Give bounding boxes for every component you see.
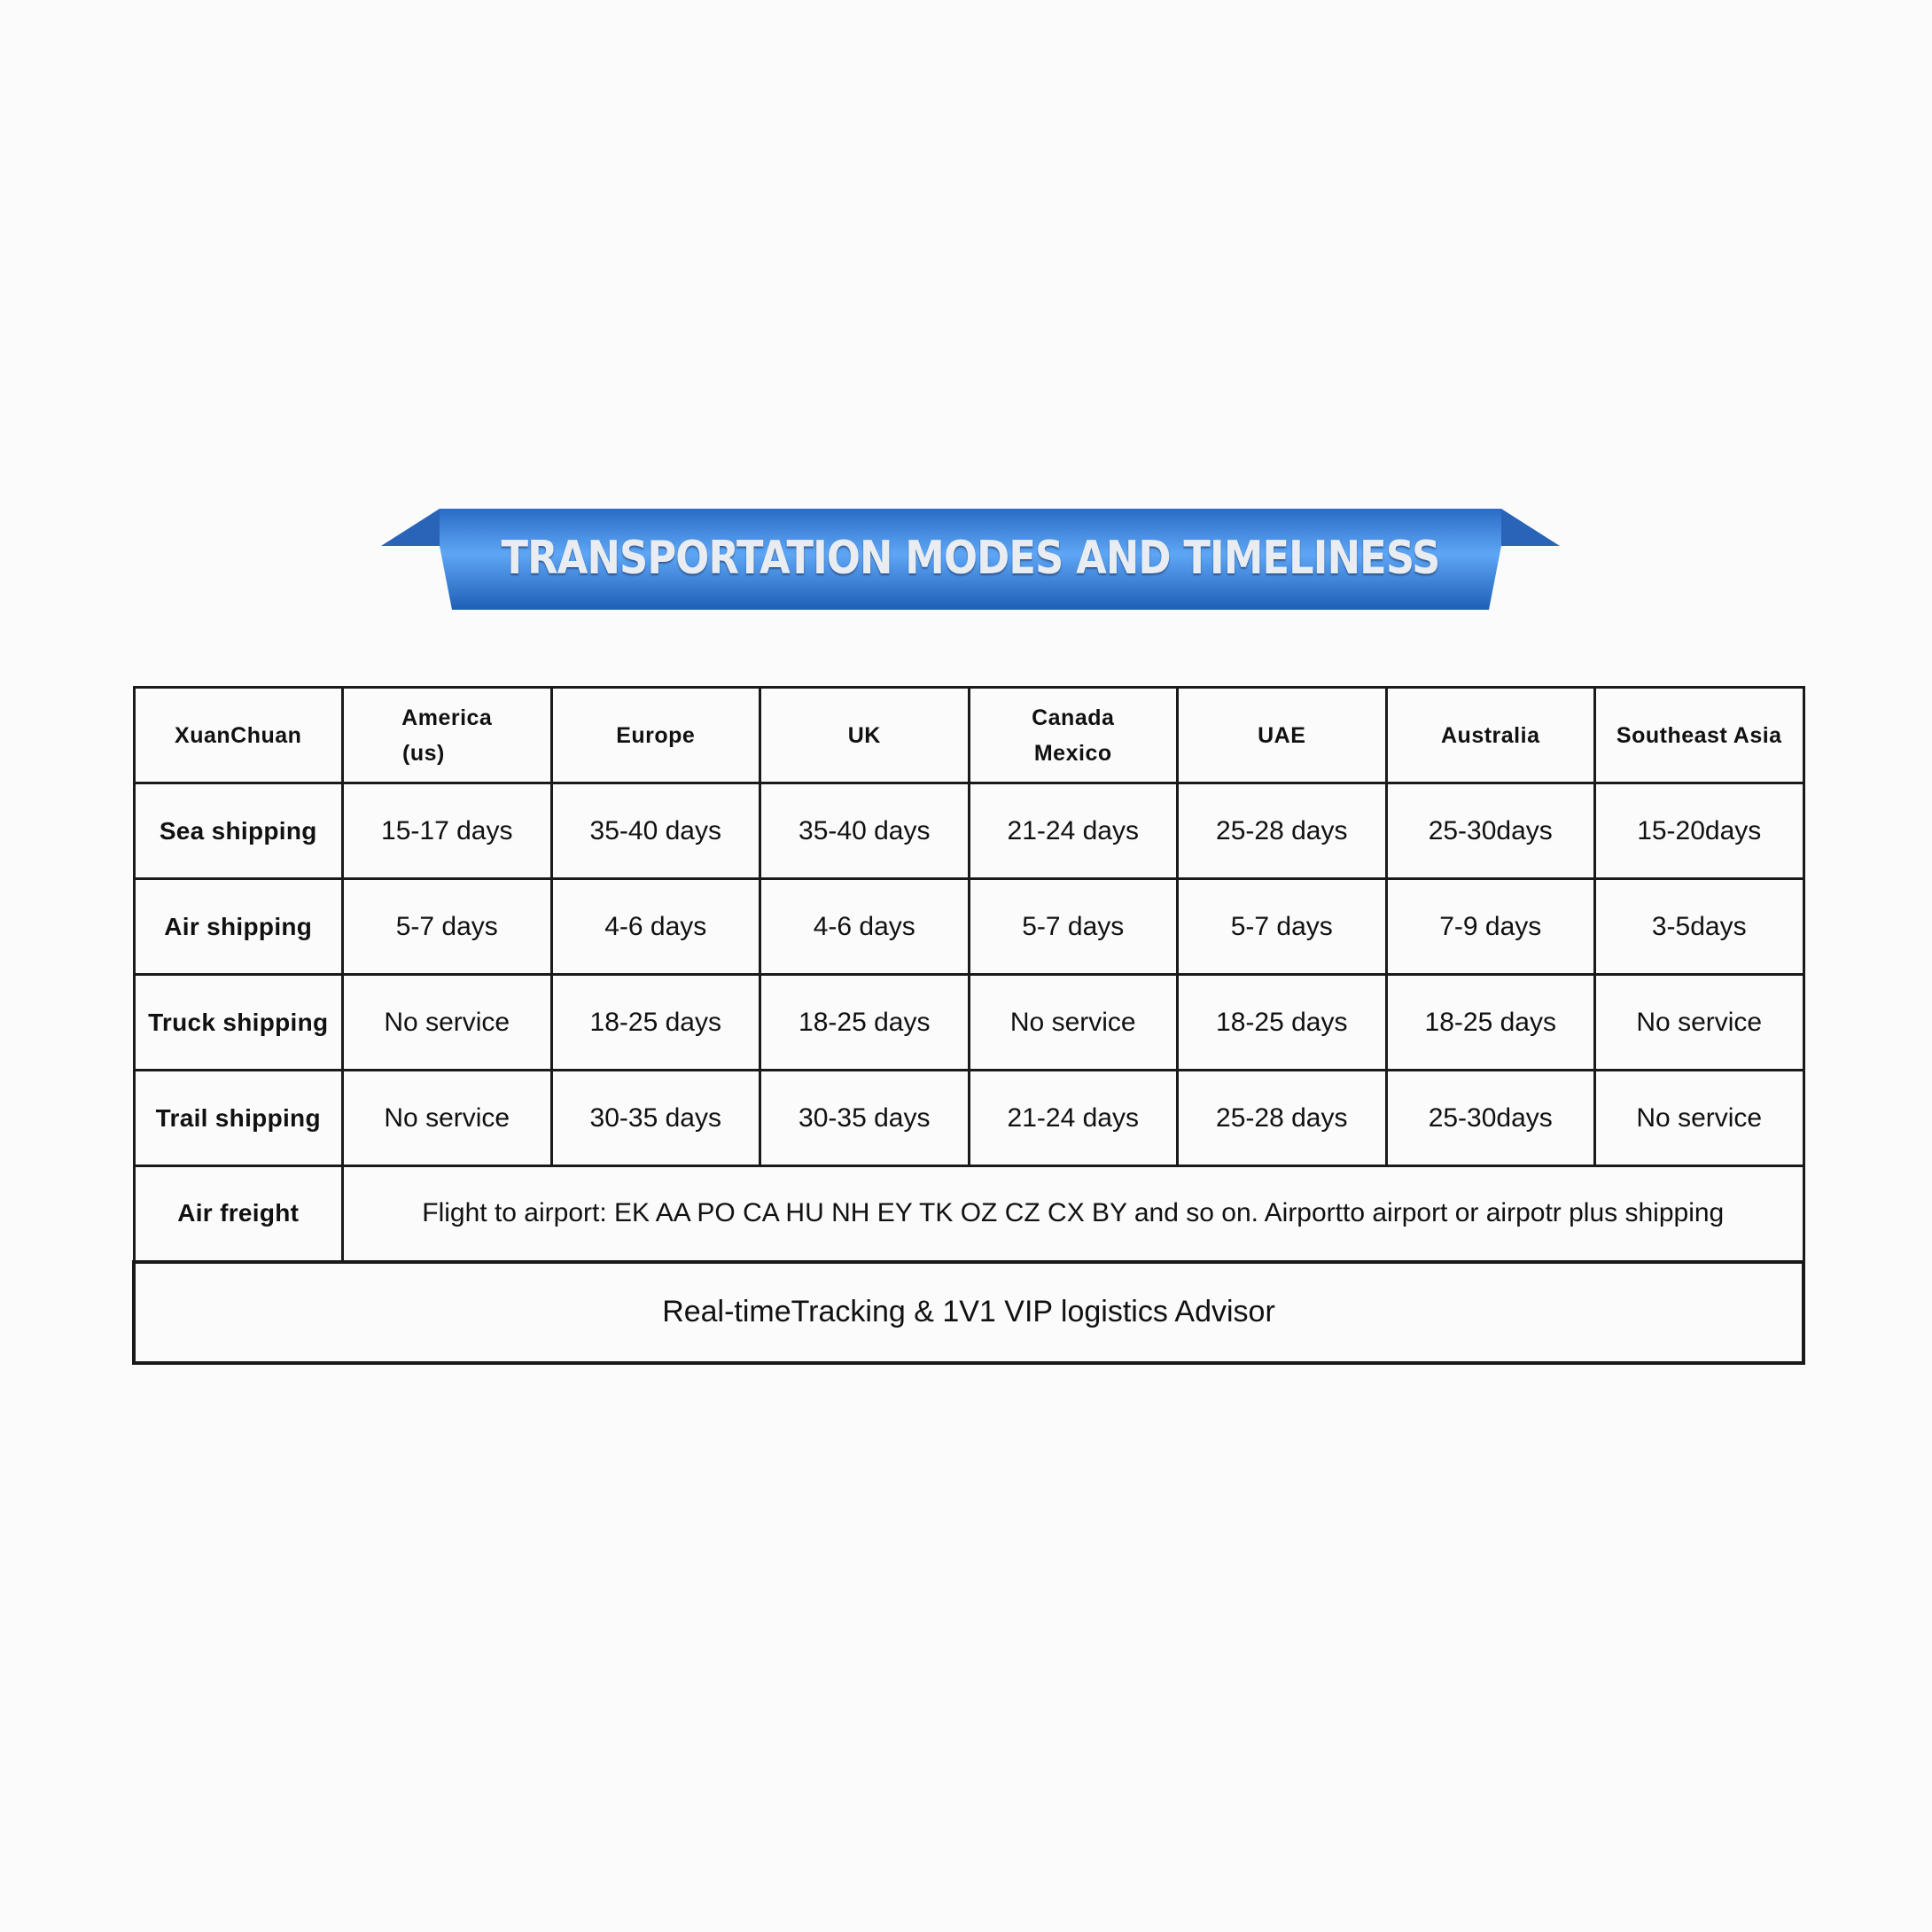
footer-text: Real-timeTracking & 1V1 VIP logistics Advisor <box>134 1262 1803 1363</box>
table-cell: 25-28 days <box>1178 1071 1387 1166</box>
table-cell: 35-40 days <box>760 783 970 879</box>
table-cell: 3-5days <box>1595 879 1804 975</box>
row-label: Truck shipping <box>134 975 343 1071</box>
column-header-line2: (us) <box>402 740 445 766</box>
table-cell: 25-30days <box>1386 783 1595 879</box>
column-header-europe: Europe <box>551 688 760 783</box>
table-cell: 15-20days <box>1595 783 1804 879</box>
table-cell: 18-25 days <box>1386 975 1595 1071</box>
air-freight-row <box>134 1166 1803 1262</box>
table-row <box>134 879 1803 975</box>
table-cell: 15-17 days <box>343 783 552 879</box>
column-header-uae: UAE <box>1178 688 1387 783</box>
row-label: Air freight <box>134 1166 343 1262</box>
corner-label: XuanChuan <box>134 688 343 783</box>
table-cell: 18-25 days <box>1178 975 1387 1071</box>
column-header-line2: Mexico <box>1033 740 1112 766</box>
table-cell: 5-7 days <box>343 879 552 975</box>
footer-row <box>134 1262 1803 1363</box>
table-cell: 25-30days <box>1386 1071 1595 1166</box>
header-row <box>134 688 1803 783</box>
table-cell: 4-6 days <box>551 879 760 975</box>
table-cell: 30-35 days <box>551 1071 760 1166</box>
table-cell: 30-35 days <box>760 1071 970 1166</box>
column-header-australia: Australia <box>1386 688 1595 783</box>
column-header-canada-mexico <box>969 688 1178 783</box>
table-row <box>134 975 1803 1071</box>
table-cell: No service <box>1595 1071 1804 1166</box>
table-cell: No service <box>343 1071 552 1166</box>
table-cell: 18-25 days <box>551 975 760 1071</box>
table-cell: 18-25 days <box>760 975 970 1071</box>
table-row <box>134 783 1803 879</box>
column-header-uk: UK <box>760 688 970 783</box>
shipping-table <box>132 686 1805 1365</box>
banner-title: TRANSPORTATION MODES AND TIMELINESS <box>501 532 1440 585</box>
table-cell: 21-24 days <box>969 1071 1178 1166</box>
table-cell: 5-7 days <box>1178 879 1387 975</box>
table-row <box>134 1071 1803 1166</box>
row-label: Trail shipping <box>134 1071 343 1166</box>
column-header-southeast-asia: Southeast Asia <box>1595 688 1804 783</box>
column-header-line1: America <box>401 705 493 730</box>
column-header-america <box>343 688 552 783</box>
row-label: Sea shipping <box>134 783 343 879</box>
table-cell: 4-6 days <box>760 879 970 975</box>
air-freight-text: Flight to airport: EK AA PO CA HU NH EY TK OZ CZ CX BY and so on. Airportto airport or airpotr plus shipping <box>343 1166 1804 1262</box>
table-cell: 25-28 days <box>1178 783 1387 879</box>
column-header-line1: Canada <box>1032 705 1115 730</box>
table-cell: 35-40 days <box>551 783 760 879</box>
table-cell: No service <box>969 975 1178 1071</box>
table-cell: 21-24 days <box>969 783 1178 879</box>
row-label: Air shipping <box>134 879 343 975</box>
table-cell: 5-7 days <box>969 879 1178 975</box>
table-cell: No service <box>1595 975 1804 1071</box>
table-cell: No service <box>343 975 552 1071</box>
title-banner <box>381 509 1560 610</box>
table-cell: 7-9 days <box>1386 879 1595 975</box>
